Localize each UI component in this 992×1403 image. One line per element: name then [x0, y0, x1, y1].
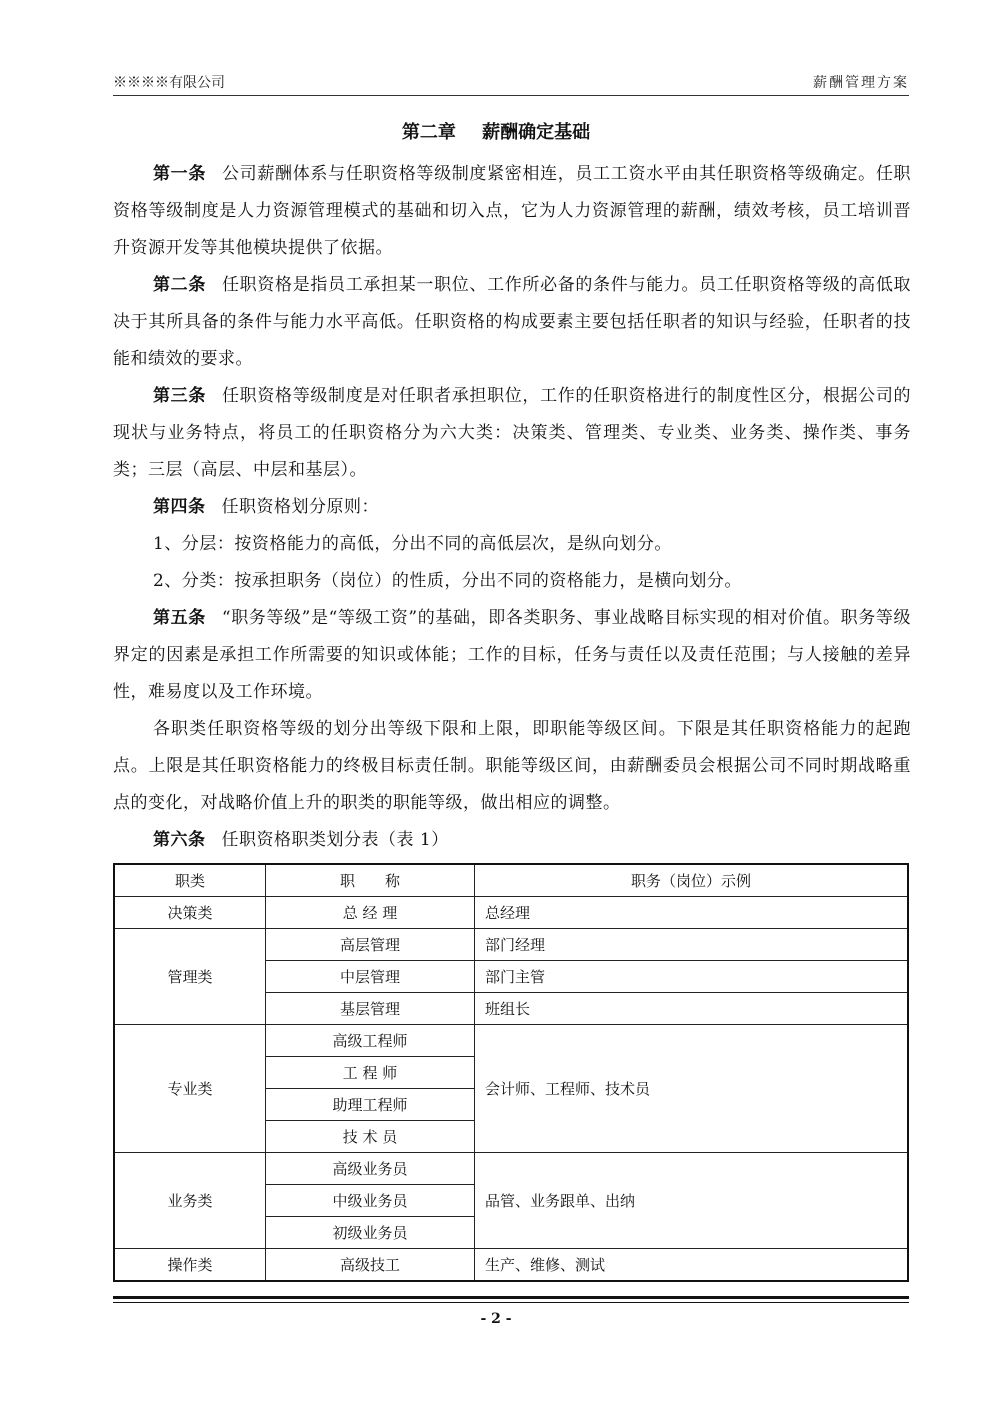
title-cell: 初级业务员 [266, 1217, 475, 1249]
footer-divider-thick [113, 1296, 909, 1299]
article-4 [113, 489, 911, 526]
article-text: “职务等级”是“等级工资”的基础，即各类职务、事业战略目标实现的相对价值。职务等级界定的因素是承担工作所需要的知识或体能；工作的目标，任务与责任以及责任范围；与人接触的差异性，难易度以及工作环境。 [113, 608, 912, 702]
header-cell-title: 职 称 [266, 864, 475, 897]
article-6 [113, 822, 911, 859]
header-company: ※※※※有限公司 [113, 75, 225, 91]
table-row [114, 1153, 908, 1185]
title-cell: 工 程 师 [266, 1057, 475, 1089]
title-cell: 基层管理 [266, 993, 475, 1025]
category-cell: 决策类 [114, 897, 266, 929]
chapter-name: 薪酬确定基础 [482, 122, 591, 143]
header-cell-category: 职类 [114, 864, 266, 897]
article-label: 第一条 [153, 164, 207, 184]
title-cell: 高级技工 [266, 1249, 475, 1282]
article-label: 第三条 [153, 386, 207, 406]
header-cell-examples: 职务（岗位）示例 [475, 864, 909, 897]
article-text: 公司薪酬体系与任职资格等级制度紧密相连，员工工资水平由其任职资格等级确定。任职资格等级制度是人力资源管理模式的基础和切入点，它为人力资源管理的薪酬，绩效考核，员工培训晋升资源开发等其他模块提供了依据。 [113, 164, 912, 258]
examples-cell: 生产、维修、测试 [475, 1249, 909, 1282]
title-cell: 技 术 员 [266, 1121, 475, 1153]
title-cell: 助理工程师 [266, 1089, 475, 1121]
header-doc-title: 薪酬管理方案 [813, 75, 909, 91]
title-cell: 高层管理 [266, 929, 475, 961]
category-cell: 业务类 [114, 1153, 266, 1249]
article-4-item-1 [113, 526, 911, 563]
page-header [113, 72, 909, 94]
chapter-number: 第二章 [401, 122, 456, 143]
title-cell: 中层管理 [266, 961, 475, 993]
article-text: 2、分类：按承担职务（岗位）的性质，分出不同的资格能力，是横向划分。 [153, 571, 742, 591]
article-text: 任职资格等级制度是对任职者承担职位，工作的任职资格进行的制度性区分，根据公司的现状与业务特点，将员工的任职资格分为六大类：决策类、管理类、专业类、业务类、操作类、事务类；三层（高层、中层和基层）。 [113, 386, 912, 480]
article-5-paragraph-2 [113, 711, 911, 822]
category-cell: 操作类 [114, 1249, 266, 1282]
article-1 [113, 156, 911, 267]
article-2 [113, 267, 911, 378]
article-label: 第五条 [153, 608, 206, 628]
article-text: 任职资格划分原则： [221, 497, 379, 517]
examples-cell: 品管、业务跟单、出纳 [475, 1153, 909, 1249]
examples-cell: 部门主管 [475, 961, 909, 993]
examples-cell: 会计师、工程师、技术员 [475, 1025, 909, 1153]
footer-divider-thin [113, 1302, 909, 1303]
title-cell: 高级业务员 [266, 1153, 475, 1185]
article-label: 第二条 [153, 275, 207, 295]
article-label: 第四条 [153, 497, 206, 517]
table-header-row [114, 864, 908, 897]
header-divider [113, 95, 909, 96]
article-4-item-2 [113, 563, 911, 600]
category-cell: 专业类 [114, 1025, 266, 1153]
article-text: 任职资格职类划分表（表 1） [221, 830, 449, 850]
table-row [114, 1249, 908, 1282]
article-3 [113, 378, 911, 489]
article-label: 第六条 [153, 830, 206, 850]
title-cell: 中级业务员 [266, 1185, 475, 1217]
article-5 [113, 600, 911, 711]
article-text: 1、分层：按资格能力的高低，分出不同的高低层次，是纵向划分。 [153, 534, 672, 554]
examples-cell: 班组长 [475, 993, 909, 1025]
article-text: 各职类任职资格等级的划分出等级下限和上限，即职能等级区间。下限是其任职资格能力的起跑点。上限是其任职资格能力的终极目标责任制。职能等级区间，由薪酬委员会根据公司不同时期战略重点的变化，对战略价值上升的职类的职能等级，做出相应的调整。 [113, 719, 911, 813]
title-cell: 总 经 理 [266, 897, 475, 929]
chapter-title [0, 118, 992, 144]
table-row [114, 1025, 908, 1057]
article-text: 任职资格是指员工承担某一职位、工作所必备的条件与能力。员工任职资格等级的高低取决于其所具备的条件与能力水平高低。任职资格的构成要素主要包括任职者的知识与经验，任职者的技能和绩效的要求。 [113, 275, 912, 369]
job-classification-table [113, 863, 909, 1282]
table-row [114, 897, 908, 929]
examples-cell: 部门经理 [475, 929, 909, 961]
document-body [113, 156, 911, 859]
page-number: - 2 - [480, 1311, 512, 1327]
examples-cell: 总经理 [475, 897, 909, 929]
table-row [114, 929, 908, 961]
category-cell: 管理类 [114, 929, 266, 1025]
title-cell: 高级工程师 [266, 1025, 475, 1057]
